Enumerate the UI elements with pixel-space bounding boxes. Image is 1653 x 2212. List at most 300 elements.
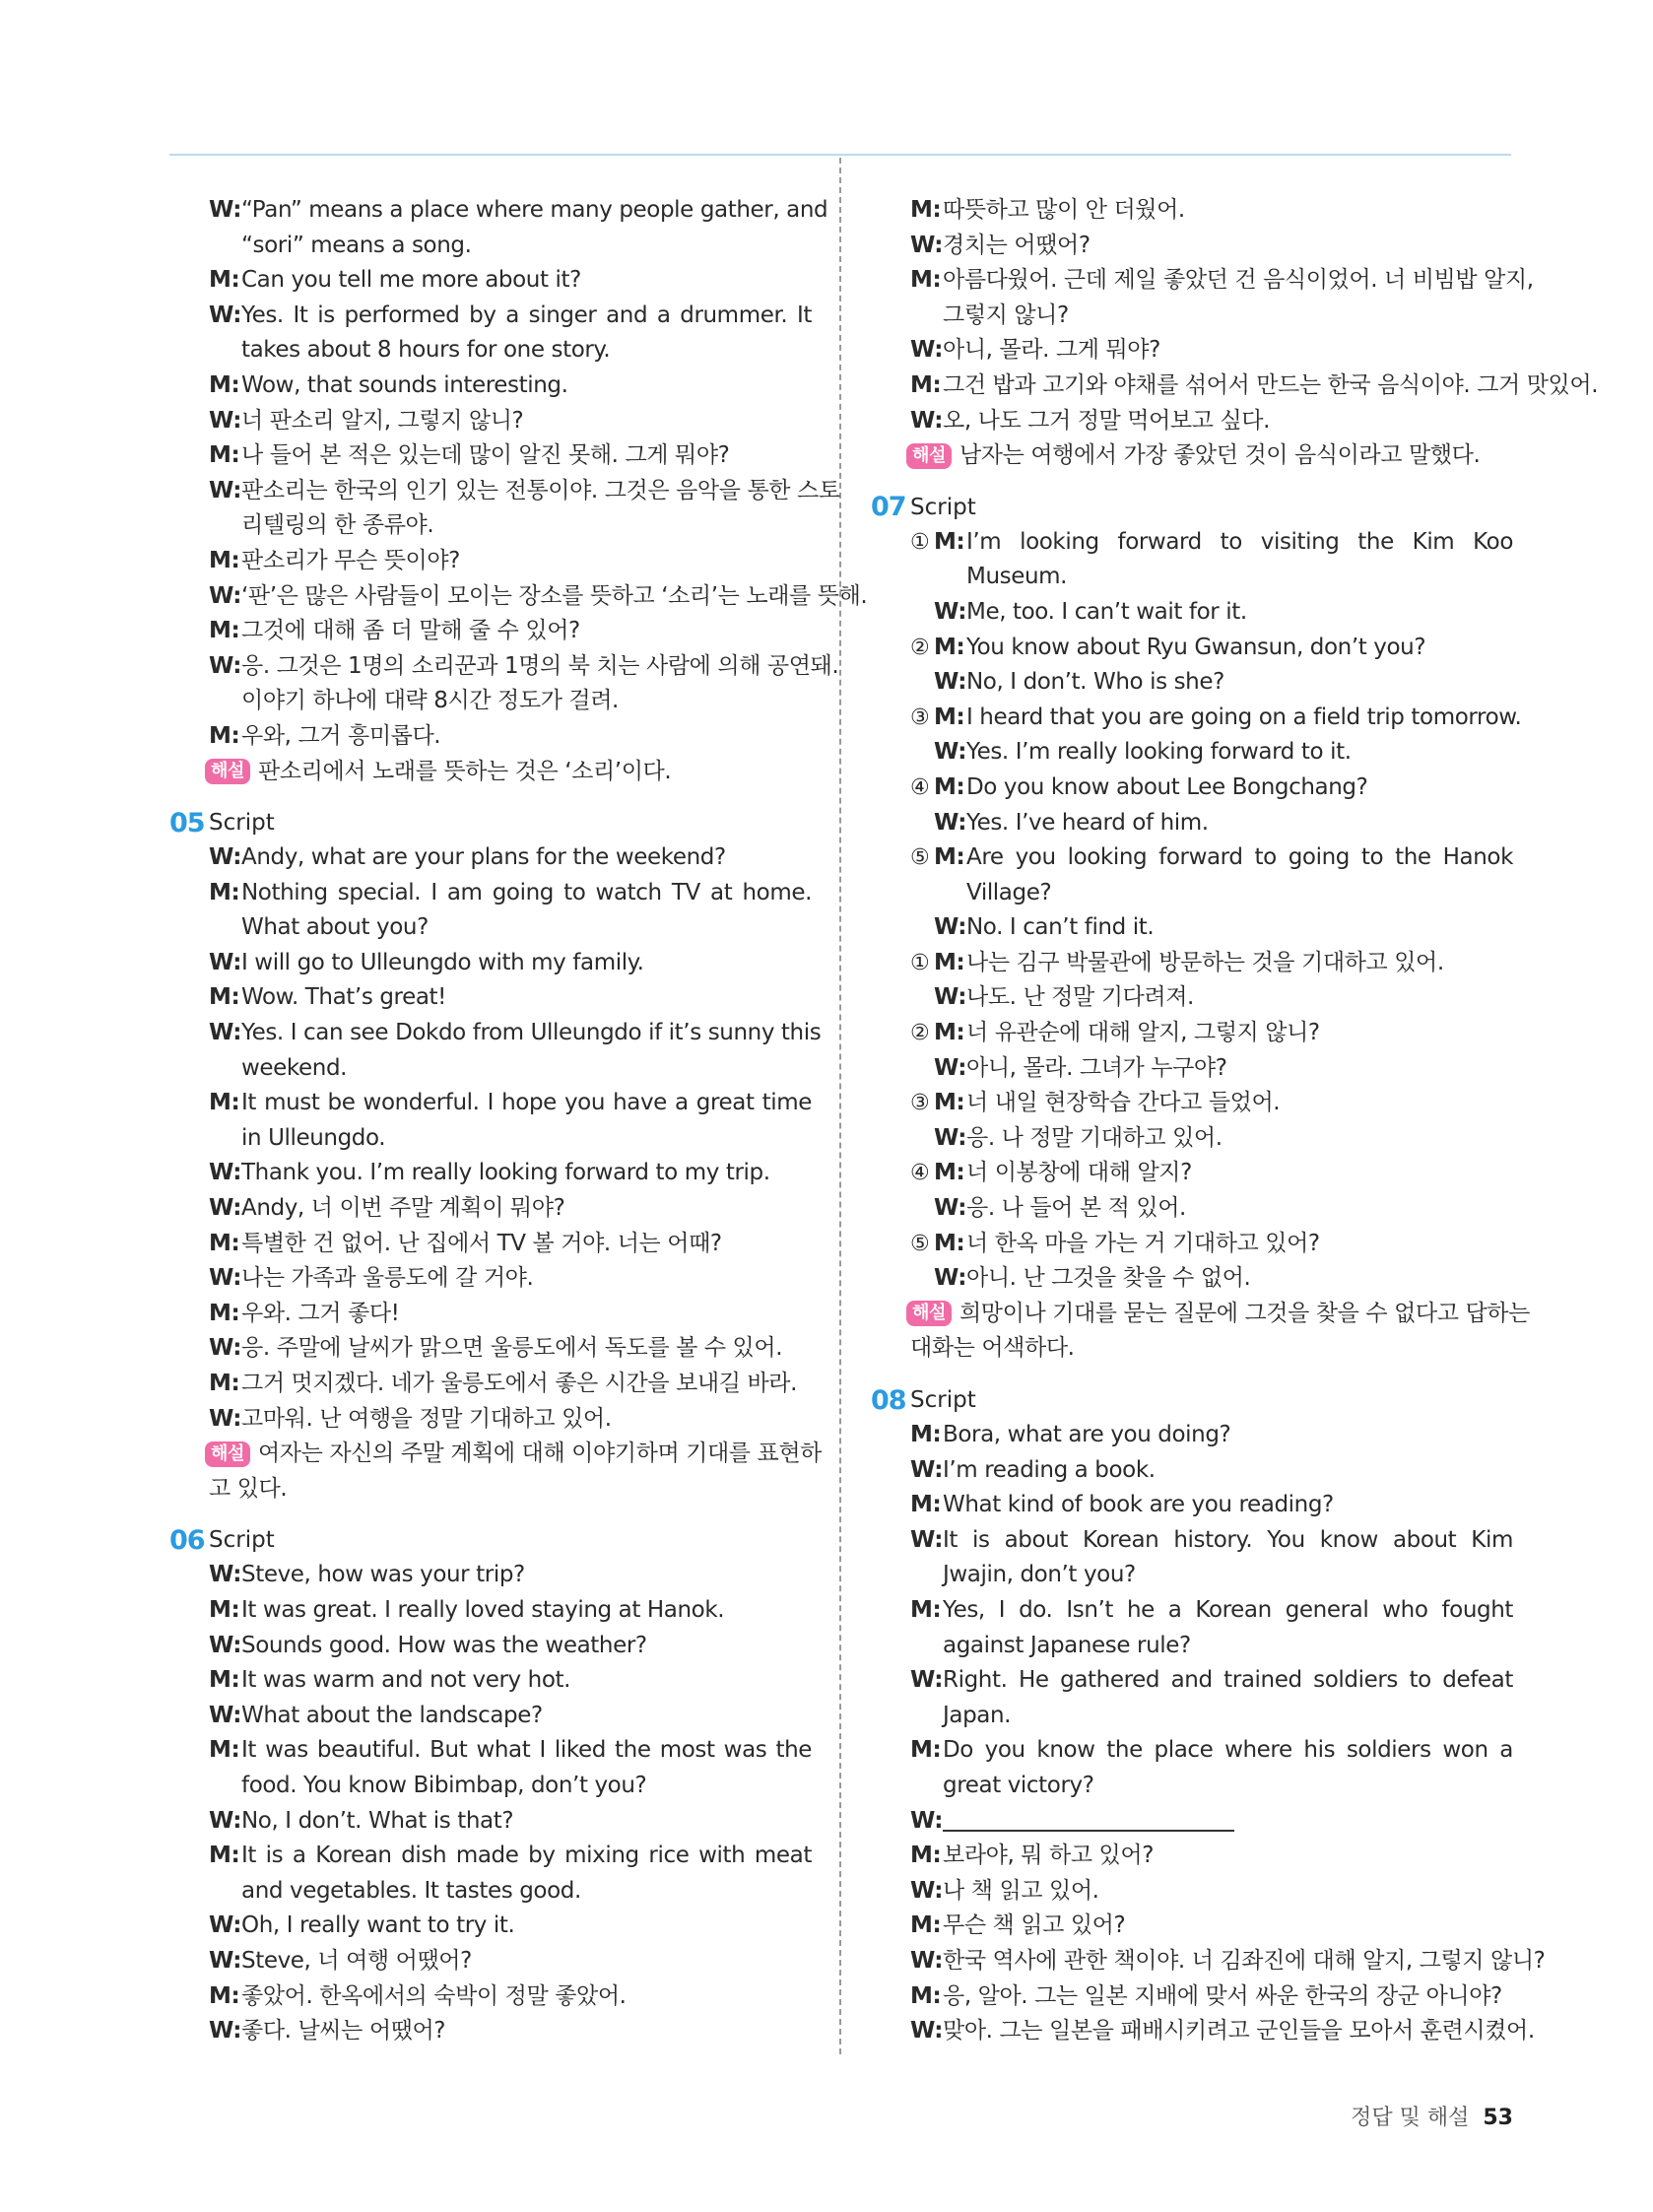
script-line [209, 876, 812, 911]
speaker-label: W: [209, 302, 242, 328]
script-line [910, 1191, 1513, 1227]
speaker-label: M: [209, 879, 240, 905]
line-text: Thank you. I’m really looking forward to my trip. [241, 1160, 770, 1186]
script-line [209, 299, 812, 334]
script-line [209, 1699, 812, 1734]
script-line [209, 649, 839, 685]
script-line [209, 1944, 812, 1979]
script-line [910, 1121, 1513, 1157]
script-line [910, 840, 1513, 876]
line-text: 응, 알아. 그는 일본 지배에 맞서 싸운 한국의 장군 아니야? [943, 1982, 1502, 2009]
left-column [169, 193, 868, 2049]
explanation-text [910, 1297, 1530, 1332]
script-line [910, 701, 1522, 736]
script-line [209, 946, 812, 981]
script-line [209, 1769, 812, 1804]
speaker-label: M: [209, 1843, 240, 1869]
script-line [910, 1156, 1513, 1191]
speaker-label: M: [209, 618, 240, 644]
line-text: Do you know the place where his soldiers won a [943, 1737, 1513, 1764]
speaker-label: M: [910, 1596, 942, 1623]
section-heading [169, 805, 812, 840]
option-number: ① [910, 950, 930, 975]
line-text: Sounds good. How was the weather? [241, 1632, 647, 1658]
script-line [209, 719, 812, 755]
speaker-label: W: [209, 1160, 242, 1186]
script-line [910, 735, 1513, 771]
page-number: 53 [1483, 2106, 1513, 2130]
script-line [209, 614, 812, 649]
speaker-label: W: [910, 232, 944, 258]
script-line [209, 1593, 812, 1629]
script-line [910, 438, 1513, 474]
script-line [209, 1121, 812, 1157]
line-text: What kind of book are you reading? [943, 1492, 1334, 1518]
script-line [910, 1331, 1513, 1367]
speaker-label: W: [209, 197, 242, 223]
script-line [910, 1979, 1513, 2015]
speaker-label: W: [209, 1195, 242, 1222]
script-line [209, 1733, 812, 1769]
explanation-badge: 해설 [205, 759, 250, 784]
line-text: It must be wonderful. I hope you have a great time [241, 1090, 812, 1116]
script-line [910, 404, 1513, 439]
script-line [910, 910, 1513, 946]
line-text-continued: 리텔링의 한 종류야. [241, 512, 434, 539]
line-text-continued: 그렇지 않니? [943, 302, 1069, 328]
speaker-label: M: [934, 634, 965, 660]
speaker-label: M: [209, 1230, 240, 1256]
line-text: 아니, 몰라. 그녀가 누구야? [966, 1054, 1227, 1081]
line-text: Right. He gathered and trained soldiers to defeat [943, 1667, 1513, 1694]
script-line [209, 1558, 812, 1593]
line-text: It is about Korean history. You know about Kim [943, 1526, 1513, 1553]
section-label: Script [910, 1387, 976, 1413]
option-number: ④ [910, 1161, 930, 1186]
script-line [209, 333, 812, 369]
line-text-continued: food. You know Bibimbap, don’t you? [241, 1772, 647, 1798]
right-column [871, 193, 1599, 2049]
speaker-label: M: [209, 1371, 240, 1396]
script-line [910, 1909, 1513, 1944]
script-line [910, 771, 1513, 806]
script-line [209, 1909, 812, 1944]
speaker-label: M: [934, 528, 965, 555]
explanation-badge: 해설 [205, 1441, 250, 1467]
script-line [910, 1663, 1513, 1699]
script-line [209, 1629, 812, 1664]
speaker-label: W: [910, 1526, 944, 1553]
script-line [910, 1733, 1513, 1769]
script-line [209, 1051, 812, 1087]
speaker-label: M: [934, 844, 965, 871]
line-text-continued: takes about 8 hours for one story. [241, 337, 611, 364]
speaker-label: W: [934, 1195, 967, 1222]
speaker-label: W: [209, 582, 242, 609]
speaker-label: W: [910, 337, 944, 364]
line-text-continued: Village? [966, 879, 1052, 905]
option-number: ③ [910, 704, 930, 730]
line-text: Wow. That’s great! [241, 984, 446, 1011]
script-line [209, 1804, 812, 1840]
line-text: 너 내일 현장학습 간다고 들었어. [966, 1090, 1281, 1116]
line-text-continued: Japan. [943, 1702, 1012, 1728]
line-text-continued: great victory? [943, 1772, 1094, 1798]
script-line [910, 876, 1513, 911]
line-text: 오, 나도 그거 정말 먹어보고 싶다. [943, 407, 1271, 434]
script-line [910, 665, 1513, 701]
speaker-label: M: [209, 1737, 240, 1764]
speaker-label: W: [209, 1807, 242, 1834]
script-line [910, 1297, 1530, 1332]
explanation-body: 남자는 여행에서 가장 좋았던 것이 음식이라고 말했다. [959, 442, 1481, 469]
line-text: Nothing special. I am going to watch TV at home. [241, 879, 812, 905]
script-line [209, 579, 868, 615]
line-text: 맞아. 그는 일본을 패배시키려고 군인들을 모아서 훈련시켰어. [943, 2018, 1535, 2044]
script-line [910, 1874, 1513, 1910]
line-text: Are you looking forward to going to the Hanok [966, 844, 1513, 871]
line-text: 고마워. 난 여행을 정말 기대하고 있어. [241, 1405, 612, 1432]
explanation-body: 여자는 자신의 주말 계획에 대해 이야기하며 기대를 표현하 [257, 1441, 822, 1467]
line-text: It was warm and not very hot. [241, 1667, 571, 1694]
script-line [209, 229, 812, 264]
speaker-label: M: [934, 1230, 965, 1256]
section-number: 06 [169, 1524, 205, 1556]
script-line [910, 946, 1513, 981]
script-line [910, 1016, 1513, 1051]
line-text: Can you tell me more about it? [241, 267, 581, 294]
script-line [209, 1839, 812, 1874]
script-line [910, 299, 1513, 334]
column-divider [839, 158, 841, 2054]
script-line [209, 1874, 812, 1910]
script-line [910, 1944, 1546, 1979]
script-line [910, 1558, 1513, 1593]
script-line [209, 369, 812, 404]
script-line [910, 631, 1513, 666]
line-text: 너 유관순에 대해 알지, 그렇지 않니? [966, 1020, 1320, 1046]
line-text: Steve, 너 여행 어땠어? [241, 1947, 472, 1974]
script-line [910, 1261, 1513, 1297]
speaker-label: W: [934, 914, 967, 941]
line-text: It was beautiful. But what I liked the most was the [241, 1737, 812, 1764]
speaker-label: W: [209, 1702, 242, 1728]
line-text: 따뜻하고 많이 안 더웠어. [943, 197, 1185, 223]
speaker-label: W: [209, 1912, 242, 1939]
option-number: ④ [910, 774, 930, 800]
section-label: Script [209, 1527, 275, 1554]
line-text: 그것에 대해 좀 더 말해 줄 수 있어? [241, 618, 580, 644]
explanation-text [209, 755, 812, 790]
script-line [910, 1523, 1513, 1559]
line-text: 판소리는 한국의 인기 있는 전통이야. 그것은 음악을 통한 스토 [241, 477, 840, 503]
line-text: Yes. I’m really looking forward to it. [966, 739, 1352, 766]
script-line [209, 1437, 822, 1472]
line-text: 응. 나 들어 본 적 있어. [966, 1195, 1186, 1222]
speaker-label: M: [209, 1300, 240, 1326]
line-text: 너 한옥 마을 가는 거 기대하고 있어? [966, 1230, 1320, 1256]
speaker-label: M: [910, 1843, 942, 1869]
script-line [910, 1227, 1513, 1262]
line-text: It was great. I really loved staying at Hanok. [241, 1596, 725, 1623]
speaker-label: M: [209, 1596, 240, 1623]
line-text: Andy, what are your plans for the weekend? [241, 844, 726, 871]
line-text: 응. 나 정말 기대하고 있어. [966, 1124, 1223, 1151]
line-text: 좋았어. 한옥에서의 숙박이 정말 좋았어. [241, 1982, 627, 2009]
speaker-label: W: [934, 984, 967, 1011]
script-line [209, 1402, 812, 1438]
explanation-text [910, 438, 1513, 474]
line-text: Yes. It is performed by a singer and a drummer. It [241, 302, 812, 328]
section-number: 08 [871, 1384, 906, 1416]
speaker-label: M: [209, 1667, 240, 1694]
line-text: 우와. 그거 좋다! [241, 1300, 400, 1326]
line-text: I heard that you are going on a field trip tomorrow. [966, 704, 1522, 730]
script-line [209, 1979, 812, 2015]
speaker-label: W: [934, 1054, 967, 1081]
script-line [910, 595, 1513, 631]
line-text-continued: What about you? [241, 914, 429, 941]
speaker-label: W: [209, 407, 242, 434]
script-line [910, 229, 1513, 264]
explanation-badge: 해설 [906, 443, 952, 469]
line-text: 보라야, 뭐 하고 있어? [943, 1843, 1154, 1869]
line-text: 한국 역사에 관한 책이야. 너 김좌진에 대해 알지, 그렇지 않니? [943, 1947, 1546, 1974]
line-text: Steve, how was your trip? [241, 1562, 525, 1588]
script-line [209, 1156, 812, 1191]
script-line [209, 508, 812, 544]
speaker-label: W: [209, 1632, 242, 1658]
explanation-text [209, 1437, 822, 1472]
script-line [910, 369, 1599, 404]
speaker-label: M: [910, 371, 942, 398]
script-line [209, 910, 812, 946]
speaker-label: W: [910, 1947, 944, 1974]
speaker-label: M: [934, 704, 965, 730]
line-text: Me, too. I can’t wait for it. [966, 598, 1247, 625]
script-line [910, 980, 1513, 1016]
line-text: No, I don’t. Who is she? [966, 669, 1224, 696]
speaker-label: W: [209, 1335, 242, 1362]
script-line [910, 2014, 1535, 2049]
line-text-continued: 이야기 하나에 대략 8시간 정도가 걸려. [241, 688, 619, 714]
section-label: Script [209, 810, 275, 837]
speaker-label: M: [910, 267, 942, 294]
speaker-label: W: [209, 1405, 242, 1432]
section-number: 05 [169, 807, 205, 838]
line-text: 너 이봉창에 대해 알지? [966, 1160, 1192, 1186]
script-line [209, 474, 840, 509]
section-heading [871, 1382, 1513, 1418]
script-line [910, 193, 1513, 229]
line-text: Yes. I’ve heard of him. [966, 809, 1209, 836]
speaker-label: W: [209, 1020, 242, 1046]
option-number: ② [910, 1021, 930, 1046]
speaker-label: W: [934, 809, 967, 836]
line-text: ‘판’은 많은 사람들이 모이는 장소를 뜻하고 ‘소리’는 노래를 뜻해. [241, 582, 868, 609]
speaker-label: W: [209, 2018, 242, 2044]
option-number: ① [910, 529, 930, 555]
speaker-label: W: [910, 1807, 944, 1834]
speaker-label: W: [910, 2018, 944, 2044]
line-text-continued: and vegetables. It tastes good. [241, 1877, 581, 1904]
script-line [209, 1331, 812, 1367]
line-text: No, I don’t. What is that? [241, 1807, 514, 1834]
line-text: 아름다웠어. 근데 제일 좋았던 건 음식이었어. 너 비빔밥 알지, [943, 267, 1534, 294]
speaker-label: W: [910, 1877, 944, 1904]
line-text-continued: in Ulleungdo. [241, 1124, 386, 1151]
script-line [209, 840, 812, 876]
script-line [209, 980, 812, 1016]
speaker-label: M: [934, 773, 965, 800]
line-text: Yes, I do. Isn’t he a Korean general who fought [943, 1596, 1513, 1623]
line-text: 아니, 몰라. 그게 뭐야? [943, 337, 1160, 364]
script-line [209, 1227, 812, 1262]
script-line [209, 404, 812, 439]
speaker-label: M: [934, 1090, 965, 1116]
speaker-label: M: [934, 1160, 965, 1186]
explanation-text-continued: 대화는 어색하다. [910, 1335, 1075, 1362]
speaker-label: M: [910, 1422, 942, 1447]
line-text: I’m looking forward to visiting the Kim Koo [966, 528, 1513, 555]
line-text: Yes. I can see Dokdo from Ulleungdo if it’s sunny this [241, 1020, 822, 1046]
option-number: ⑤ [910, 1231, 930, 1256]
script-line [209, 2014, 812, 2049]
script-line [209, 1472, 812, 1508]
script-line [209, 263, 812, 299]
speaker-label: W: [934, 598, 967, 625]
line-text-continued: against Japanese rule? [943, 1632, 1191, 1658]
line-text: 아니. 난 그것을 찾을 수 없어. [966, 1265, 1251, 1292]
line-text: 나도. 난 정말 기다려져. [966, 984, 1194, 1011]
script-line [209, 544, 812, 579]
line-text: 나는 김구 박물관에 방문하는 것을 기대하고 있어. [966, 949, 1444, 975]
line-text: Oh, I really want to try it. [241, 1912, 515, 1939]
line-text: What about the landscape? [241, 1702, 543, 1728]
answer-blank [943, 1804, 1234, 1832]
script-line [910, 1418, 1513, 1453]
speaker-label: M: [934, 1020, 965, 1046]
line-text: I will go to Ulleungdo with my family. [241, 949, 644, 975]
footer-label: 정답 및 해설 [1351, 2106, 1470, 2130]
speaker-label: M: [934, 949, 965, 975]
line-text: 경치는 어땠어? [943, 232, 1091, 258]
script-line [209, 193, 828, 229]
script-line [209, 1663, 812, 1699]
speaker-label: M: [209, 722, 240, 749]
line-text: 판소리가 무슨 뜻이야? [241, 547, 460, 573]
script-line [910, 1699, 1513, 1734]
line-text: You know about Ryu Gwansun, don’t you? [966, 634, 1426, 660]
speaker-label: M: [910, 1737, 942, 1764]
explanation-text-continued: 고 있다. [209, 1475, 288, 1502]
line-text-continued: weekend. [241, 1054, 348, 1081]
line-text: 우와, 그거 흥미롭다. [241, 722, 441, 749]
line-text: 나 책 읽고 있어. [943, 1877, 1099, 1904]
speaker-label: W: [209, 1265, 242, 1292]
line-text-continued: Museum. [966, 564, 1068, 590]
speaker-label: W: [910, 1456, 944, 1483]
line-text-continued: “sori” means a song. [241, 232, 472, 258]
speaker-label: M: [209, 984, 240, 1011]
line-text: 그거 멋지겠다. 네가 울릉도에서 좋은 시간을 보내길 바라. [241, 1371, 798, 1396]
line-text: 그건 밥과 고기와 야채를 섞어서 만드는 한국 음식이야. 그거 맛있어. [943, 371, 1599, 398]
script-line [910, 560, 1513, 595]
line-text: 응. 주말에 날씨가 맑으면 울릉도에서 독도를 볼 수 있어. [241, 1335, 783, 1362]
speaker-label: M: [209, 267, 240, 294]
line-text: “Pan” means a place where many people gather, and [241, 197, 828, 223]
line-text: 나 들어 본 적은 있는데 많이 알진 못해. 그게 뭐야? [241, 442, 730, 469]
speaker-label: W: [934, 1265, 967, 1292]
line-text: 좋다. 날씨는 어땠어? [241, 2018, 446, 2044]
line-text: No. I can’t find it. [966, 914, 1155, 941]
line-text: Bora, what are you doing? [943, 1422, 1231, 1447]
speaker-label: W: [209, 1562, 242, 1588]
speaker-label: M: [209, 1982, 240, 2009]
script-line [910, 263, 1534, 299]
script-line [209, 1297, 812, 1332]
script-line [910, 1804, 1513, 1840]
section-heading [169, 1522, 812, 1558]
line-text: 너 판소리 알지, 그렇지 않니? [241, 407, 524, 434]
script-line [910, 1453, 1513, 1489]
speaker-label: W: [934, 1124, 967, 1151]
script-line [209, 1086, 812, 1121]
script-line [910, 806, 1513, 841]
script-line [209, 1191, 812, 1227]
line-text: I’m reading a book. [943, 1456, 1156, 1483]
line-text-continued: Jwajin, don’t you? [943, 1562, 1136, 1588]
script-line [910, 1593, 1513, 1629]
section-number: 07 [871, 492, 906, 523]
option-number: ③ [910, 1091, 930, 1116]
speaker-label: M: [209, 371, 240, 398]
option-number: ② [910, 635, 930, 660]
line-text: 무슨 책 읽고 있어? [943, 1912, 1126, 1939]
script-line [910, 1629, 1513, 1664]
speaker-label: W: [910, 1667, 944, 1694]
speaker-label: M: [209, 442, 240, 469]
section-label: Script [910, 494, 976, 520]
option-number: ⑤ [910, 845, 930, 871]
script-line [910, 333, 1513, 369]
line-text: Do you know about Lee Bongchang? [966, 773, 1368, 800]
script-line [910, 1488, 1513, 1523]
top-rule [169, 154, 1511, 156]
speaker-label: M: [910, 197, 942, 223]
speaker-label: W: [209, 1947, 242, 1974]
speaker-label: W: [209, 949, 242, 975]
script-line [209, 1261, 812, 1297]
script-line [910, 1086, 1513, 1121]
script-line [209, 1367, 812, 1402]
explanation-badge: 해설 [906, 1301, 952, 1326]
script-line [209, 684, 812, 719]
speaker-label: W: [209, 652, 242, 679]
speaker-label: M: [910, 1912, 942, 1939]
speaker-label: M: [209, 547, 240, 573]
speaker-label: W: [934, 739, 967, 766]
script-line [910, 525, 1513, 561]
script-line [910, 1051, 1513, 1087]
speaker-label: W: [209, 477, 242, 503]
speaker-label: M: [910, 1492, 942, 1518]
speaker-label: M: [209, 1090, 240, 1116]
speaker-label: M: [910, 1982, 942, 2009]
speaker-label: W: [910, 407, 944, 434]
explanation-body: 희망이나 기대를 묻는 질문에 그것을 찾을 수 없다고 답하는 [959, 1300, 1530, 1326]
script-line [209, 438, 812, 474]
